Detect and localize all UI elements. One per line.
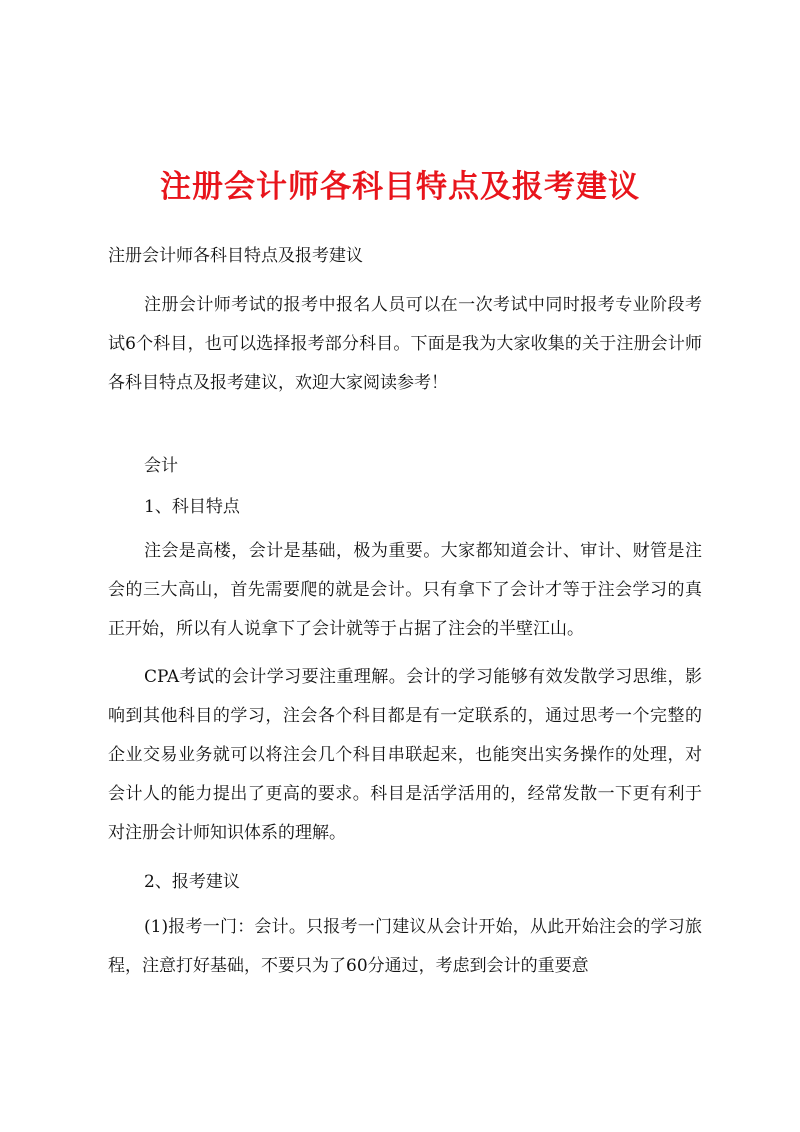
paragraph-importance: 注会是高楼，会计是基础，极为重要。大家都知道会计、审计、财管是注会的三大高山，首先需要爬的就是会计。只有拿下了会计才等于注会学习的真正开始，所以有人说拿下了会计就等于占据了注会的半壁江山。: [108, 541, 702, 639]
paragraph-one-subject-advice: (1)报考一门：会计。只报考一门建议从会计开始，从此开始注会的学习旅程，注意打好基础，不要只为了60分通过，考虑到会计的重要意: [108, 917, 702, 976]
section-heading-accounting: 会计: [144, 456, 178, 476]
intro-paragraph: 注册会计师考试的报考中报名人员可以在一次考试中同时报考专业阶段考试6个科目，也可以选择报考部分科目。下面是我为大家收集的关于注册会计师各科目特点及报考建议，欢迎大家阅读参考！: [108, 295, 702, 393]
document-title: 注册会计师各科目特点及报考建议: [160, 169, 640, 205]
paragraph-understanding: CPA考试的会计学习要注重理解。会计的学习能够有效发散学习思维，影响到其他科目的学习，注会各个科目都是有一定联系的，通过思考一个完整的企业交易业务就可以将注会几个科目串联起来，也能突出实务操作的处理，对会计人的能力提出了更高的要求。科目是活学活用的，经常发散一下更有利于对注册会计师知识体系的理解。: [108, 667, 702, 843]
document-subtitle: 注册会计师各科目特点及报考建议: [108, 246, 363, 266]
sub-heading-exam-advice: 2、报考建议: [144, 872, 240, 892]
sub-heading-subject-features: 1、科目特点: [144, 497, 240, 517]
